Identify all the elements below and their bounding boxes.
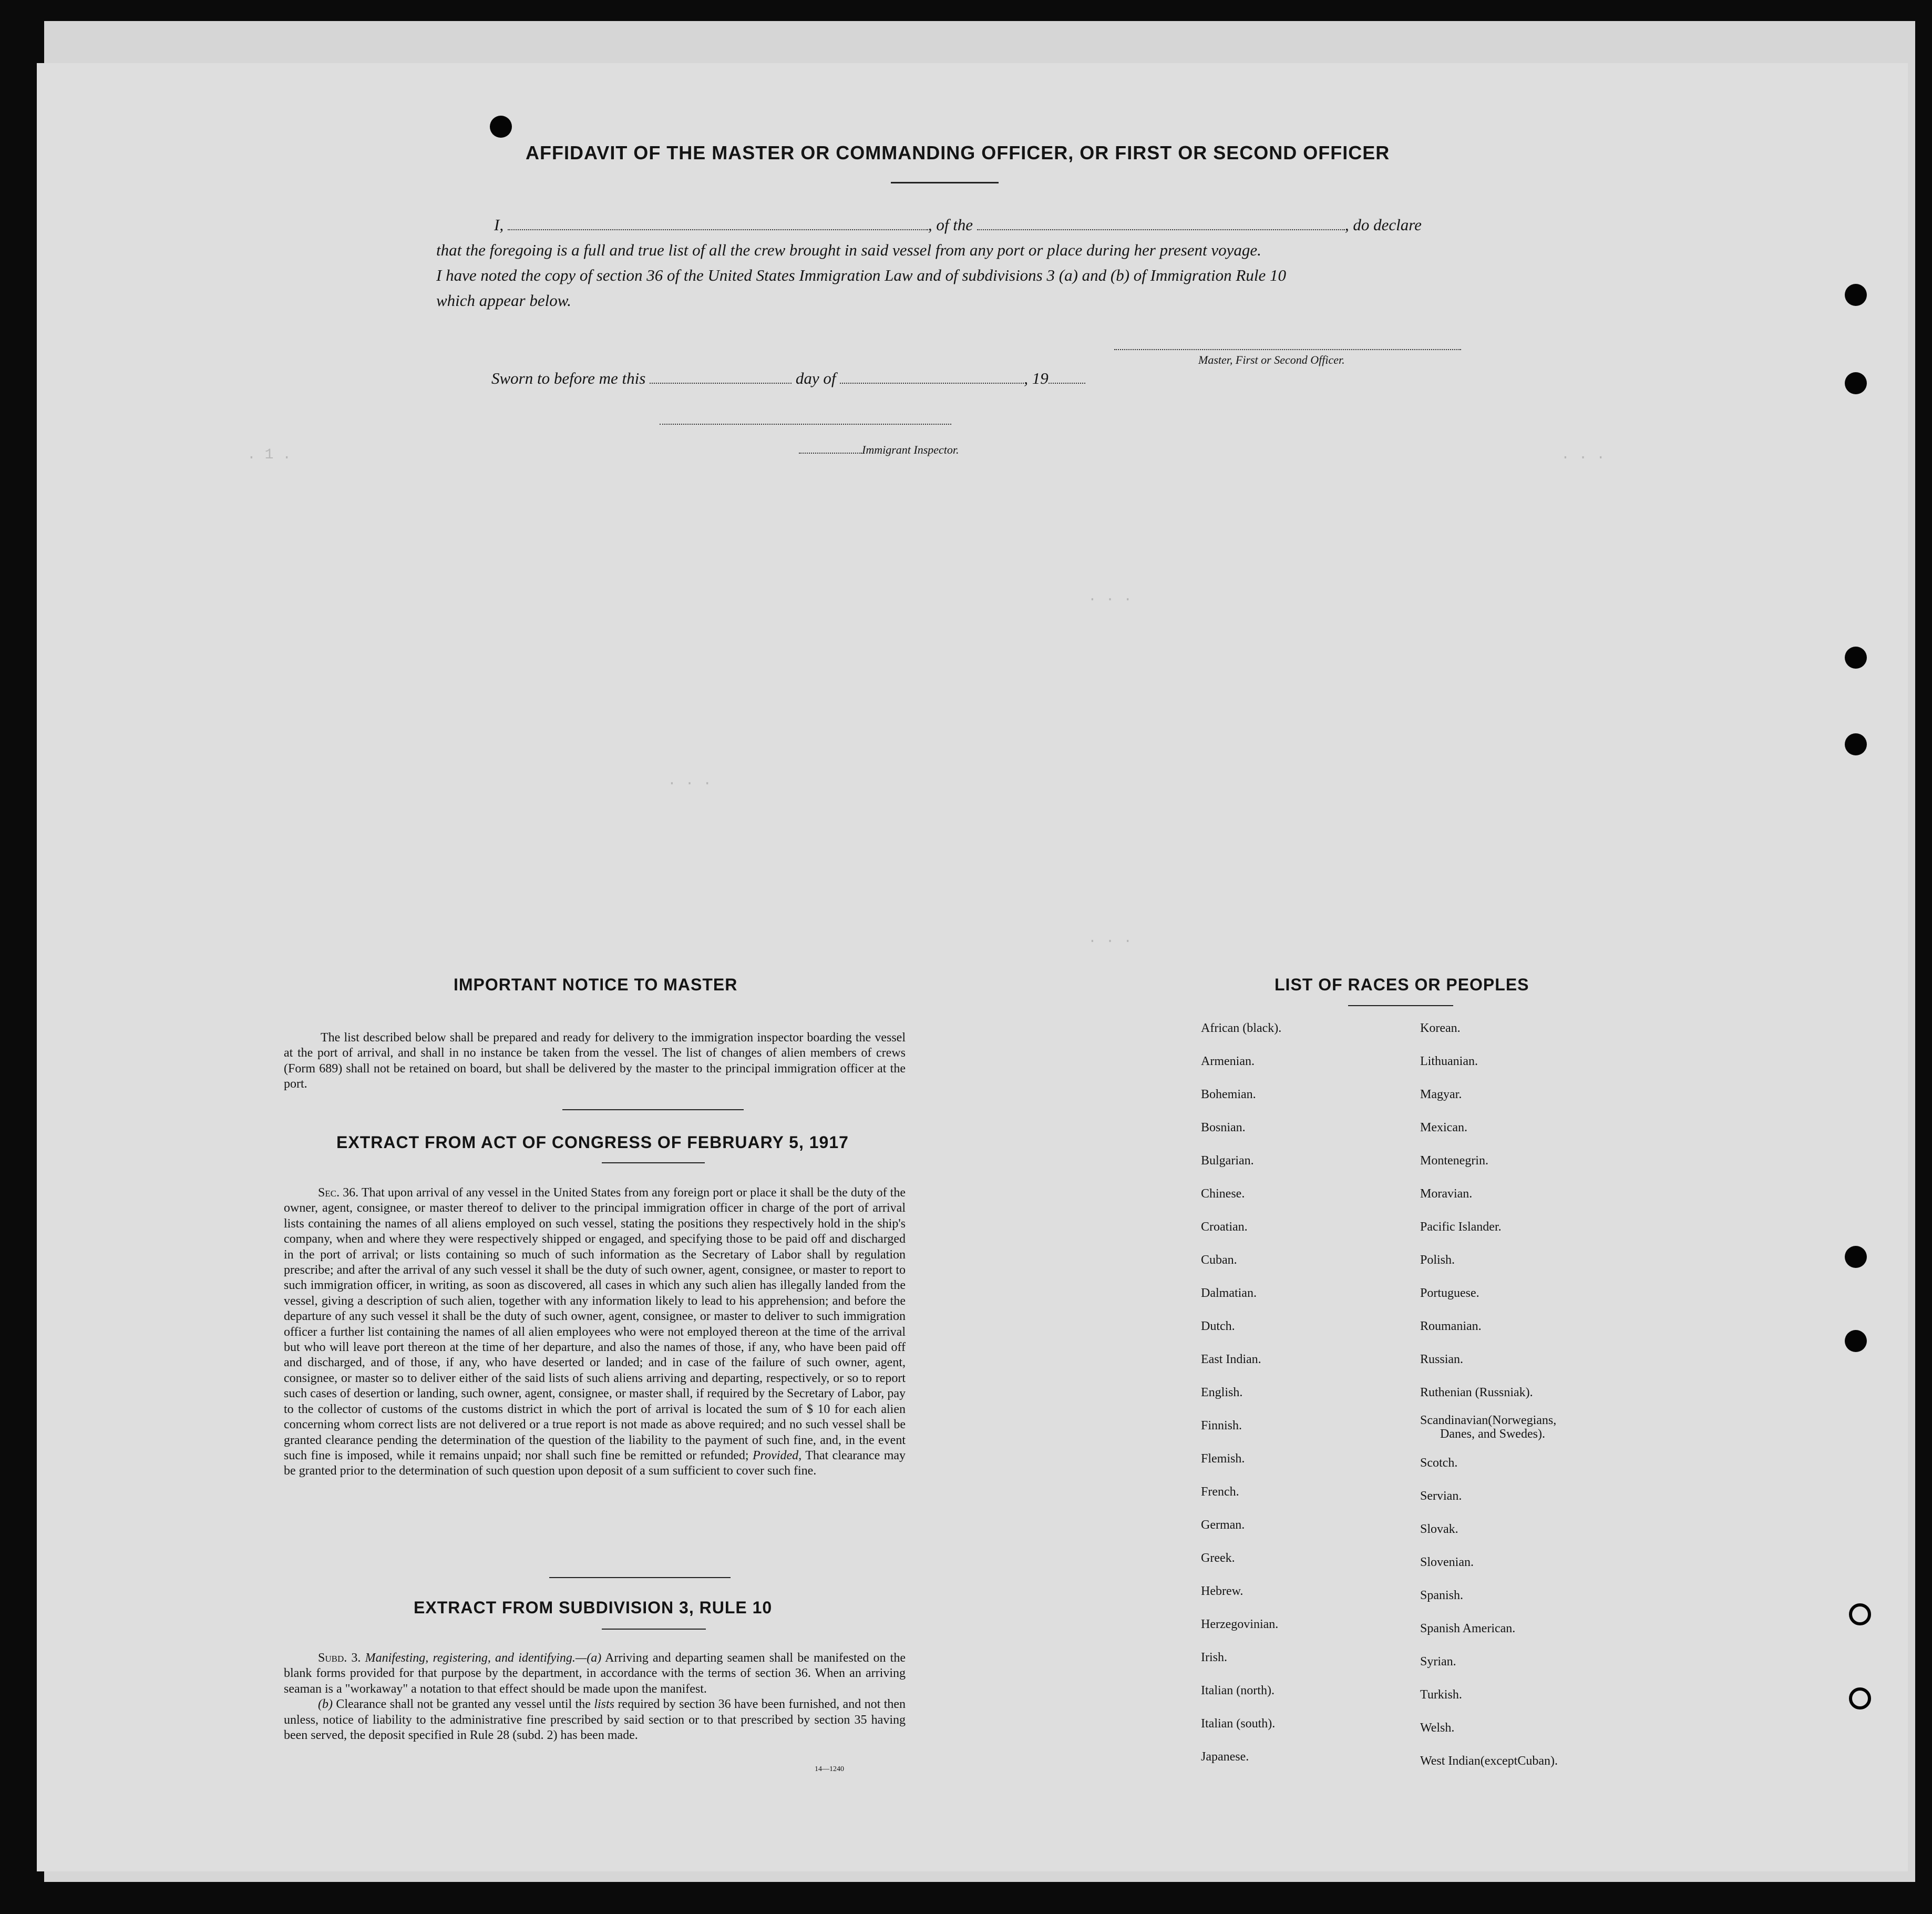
race-item: Finnish. [1201, 1419, 1242, 1432]
race-item: Roumanian. [1420, 1319, 1482, 1333]
punch-hole [1845, 1246, 1867, 1268]
title-rule [891, 182, 999, 183]
race-item: Bulgarian. [1201, 1154, 1254, 1168]
subd-b-label: (b) [318, 1697, 333, 1712]
race-item: Spanish American. [1420, 1622, 1516, 1635]
race-item: Irish. [1201, 1651, 1227, 1664]
extract-rule-title: EXTRACT FROM SUBDIVISION 3, RULE 10 [414, 1598, 773, 1617]
race-item: Slovenian. [1420, 1555, 1474, 1569]
inspector-signature-field[interactable] [660, 422, 951, 425]
race-item: Armenian. [1201, 1055, 1255, 1068]
race-item: Croatian. [1201, 1220, 1248, 1234]
section-rule [602, 1162, 705, 1163]
of-the-label: , of the [928, 216, 973, 234]
notice-text: The list described below shall be prepared and ready for delivery to the immigration inspector boarding the vessel at the port of arrival, and shall in no instance be taken from the vessel. The list of changes of alien members of crews (Form 689) shall not be retained on board, but shall be delivered by the master to the principal immigration officer at the port. [284, 1031, 906, 1091]
declare-label: , do declare [1344, 216, 1422, 234]
section-rule [1348, 1005, 1453, 1006]
bleed-through-text: . . . [1561, 447, 1606, 463]
race-item: Scotch. [1420, 1456, 1458, 1470]
race-item: French. [1201, 1485, 1239, 1499]
sworn-line [491, 369, 1085, 388]
race-item: Lithuanian. [1420, 1055, 1478, 1068]
race-item: Cuban. [1201, 1253, 1237, 1267]
race-item: Turkish. [1420, 1688, 1462, 1702]
race-item: German. [1201, 1518, 1245, 1532]
subd-label: Subd. 3. [318, 1651, 361, 1665]
subd-a-text: Arriving and departing seamen shall be manifested on the blank forms provided for that purpose by the department, in accordance with the terms of section 36. When an arriving seaman is a "workaway" a notation to that effect should be made upon the manifest. [284, 1651, 906, 1696]
subd-a-paragraph [284, 1651, 906, 1697]
race-item: Flemish. [1201, 1452, 1245, 1466]
inspector-label [799, 443, 959, 457]
inspector-label-text: Immigrant Inspector. [862, 443, 959, 456]
race-item: Ruthenian (Russniak). [1420, 1386, 1533, 1399]
race-item: Mexican. [1420, 1121, 1467, 1134]
subd-b-lists: lists [594, 1697, 615, 1712]
provided-label: Provided, [753, 1448, 802, 1462]
race-item: Scandinavian(Norwegians, [1420, 1414, 1557, 1427]
race-item: Dalmatian. [1201, 1286, 1257, 1300]
bleed-through-text: . . . [1088, 930, 1133, 947]
master-signature-field[interactable] [1114, 347, 1461, 350]
race-item: Spanish. [1420, 1589, 1464, 1602]
declarant-prefix: I, [494, 216, 504, 234]
subd-heading: Manifesting, registering, and identifying.—(a) [365, 1651, 602, 1665]
race-item: West Indian(exceptCuban). [1420, 1754, 1558, 1768]
affidavit-title: AFFIDAVIT OF THE MASTER OR COMMANDING OFFICER, OR FIRST OR SECOND OFFICER [526, 142, 1390, 163]
race-item: Servian. [1420, 1489, 1462, 1503]
extract-act-title: EXTRACT FROM ACT OF CONGRESS OF FEBRUARY 5, 1917 [336, 1133, 849, 1152]
punch-hole [1845, 647, 1867, 669]
punch-hole [490, 116, 512, 138]
sec-36-end: That clearance may be granted prior to the determination of such question upon deposit of a sum sufficient to cover such fine. [284, 1448, 906, 1478]
race-item: Hebrew. [1201, 1584, 1244, 1598]
extract-rule-text [284, 1651, 906, 1743]
extract-act-text [284, 1185, 906, 1479]
race-item: English. [1201, 1386, 1243, 1399]
races-title: LIST OF RACES OR PEOPLES [1275, 975, 1529, 994]
affidavit-line-4: which appear below. [436, 291, 571, 310]
race-item: Moravian. [1420, 1187, 1473, 1201]
punch-hole [1845, 372, 1867, 394]
sworn-prefix: Sworn to before me this [491, 369, 646, 387]
punch-hole [1849, 1687, 1871, 1710]
affidavit-line-2: that the foregoing is a full and true list of all the crew brought in said vessel from any port or place during her present voyage. [436, 241, 1261, 259]
sworn-year-field[interactable] [1049, 383, 1085, 384]
races-left-column [1201, 1012, 1281, 1774]
race-item: Italian (south). [1201, 1717, 1276, 1731]
subd-b-text-2: required by section 36 have been furnished, and not then unless, notice of liability to the administrative fine prescribed by said section or to that prescribed by section 35 having been served, the deposit specified in Rule 28 (subd. 2) has been made. [284, 1697, 906, 1743]
section-rule [602, 1629, 706, 1630]
sworn-month-field[interactable] [840, 383, 1024, 384]
races-right-column [1420, 1012, 1558, 1778]
race-item: Montenegrin. [1420, 1154, 1488, 1168]
affidavit-line-3: I have noted the copy of section 36 of the United States Immigration Law and of subdivisions 3 (a) and (b) of Immigration Rule 10 [436, 266, 1286, 284]
bleed-through-text: . . . [667, 773, 712, 789]
year-label: , 19 [1024, 369, 1049, 387]
race-item: Greek. [1201, 1551, 1235, 1565]
bleed-through-text: . . . [1088, 589, 1133, 605]
race-item: Bohemian. [1201, 1088, 1256, 1101]
declarant-name-field[interactable] [508, 229, 928, 230]
section-rule [562, 1109, 744, 1110]
master-signature-label: Master, First or Second Officer. [1198, 353, 1345, 366]
day-of-label: day of [795, 369, 836, 387]
form-number: 14—1240 [815, 1765, 844, 1773]
race-item: Bosnian. [1201, 1121, 1246, 1134]
race-item: Slovak. [1420, 1522, 1458, 1536]
punch-hole [1845, 284, 1867, 306]
punch-hole [1845, 1330, 1867, 1352]
race-item: Polish. [1420, 1253, 1455, 1267]
section-rule [549, 1577, 731, 1578]
race-item: Russian. [1420, 1353, 1464, 1366]
race-item: Magyar. [1420, 1088, 1462, 1101]
sec-label: Sec. 36. [318, 1186, 359, 1200]
bleed-through-text: . 1 . [247, 447, 292, 463]
race-item: Herzegovinian. [1201, 1618, 1279, 1631]
subd-b-text-1: Clearance shall not be granted any vessel until the [336, 1697, 591, 1712]
race-item: Welsh. [1420, 1721, 1455, 1735]
race-item: Portuguese. [1420, 1286, 1479, 1300]
race-item: Korean. [1420, 1021, 1461, 1035]
race-item: East Indian. [1201, 1353, 1261, 1366]
race-item: Japanese. [1201, 1750, 1249, 1764]
race-item-scandinavian [1420, 1409, 1558, 1447]
notice-title: IMPORTANT NOTICE TO MASTER [454, 975, 738, 994]
punch-hole [1849, 1603, 1871, 1625]
vessel-name-field[interactable] [977, 229, 1345, 230]
sec-36-body: That upon arrival of any vessel in the United States from any foreign port or place it shall be the duty of the owner, agent, consignee, or master thereof to deliver to the principal immigration officer in charge of the port of arrival lists containing the names of all aliens employed on such vessel, stating the positions they respectively hold in the ship's company, when and where they were respectively shipped or engaged, and specifying those to be paid off and discharged in the port of arrival; or lists containing so much of such information as the Secretary of Labor shall by regulation prescribe; and after the arrival of any such vessel it shall be the duty of such owner, agent, consignee, or master to report to such immigration officer, in writing, as soon as discovered, all cases in which any such alien has illegally landed from the vessel, giving a description of such alien, together with any information likely to lead to his apprehension; and before the departure of any such vessel it shall be the duty of such owner, agent, consignee, or master to deliver to such immigration officer a further list containing the names of all alien employees who were not employed thereon at the time of the arrival but who will leave port thereon at the time of her departure, and also the names of those, if any, who have been paid off and discharged, and of those, if any, who have deserted or landed; and in case of the failure of such owner, agent, consignee, or master so to deliver either of the said lists of such aliens arriving and departing, respectively, or so to report such cases of desertion or landing, such owner, agent, consignee, or master shall, if required by the Secretary of Labor, pay to the collector of customs of the customs district in which the port of arrival is located the sum of $ 10 for each alien concerning whom correct lists are not delivered or a true report is not made as above required; and no such vessel shall be granted clearance pending the determination of the question of the liability to the payment of such fine, and, in the event such fine is imposed, while it remains unpaid; nor shall such fine be remitted or refunded; [284, 1186, 906, 1462]
punch-hole [1845, 733, 1867, 755]
race-item: Pacific Islander. [1420, 1220, 1502, 1234]
subd-b-paragraph [284, 1697, 906, 1743]
sworn-day-field[interactable] [650, 383, 792, 384]
race-item: Dutch. [1201, 1319, 1235, 1333]
race-item: Italian (north). [1201, 1684, 1275, 1697]
race-item: Chinese. [1201, 1187, 1245, 1201]
race-item-continuation: Danes, and Swedes). [1440, 1427, 1545, 1441]
document-page [37, 63, 1908, 1871]
race-item: African (black). [1201, 1021, 1282, 1035]
race-item: Syrian. [1420, 1655, 1456, 1669]
affidavit-line-1 [436, 216, 1422, 234]
